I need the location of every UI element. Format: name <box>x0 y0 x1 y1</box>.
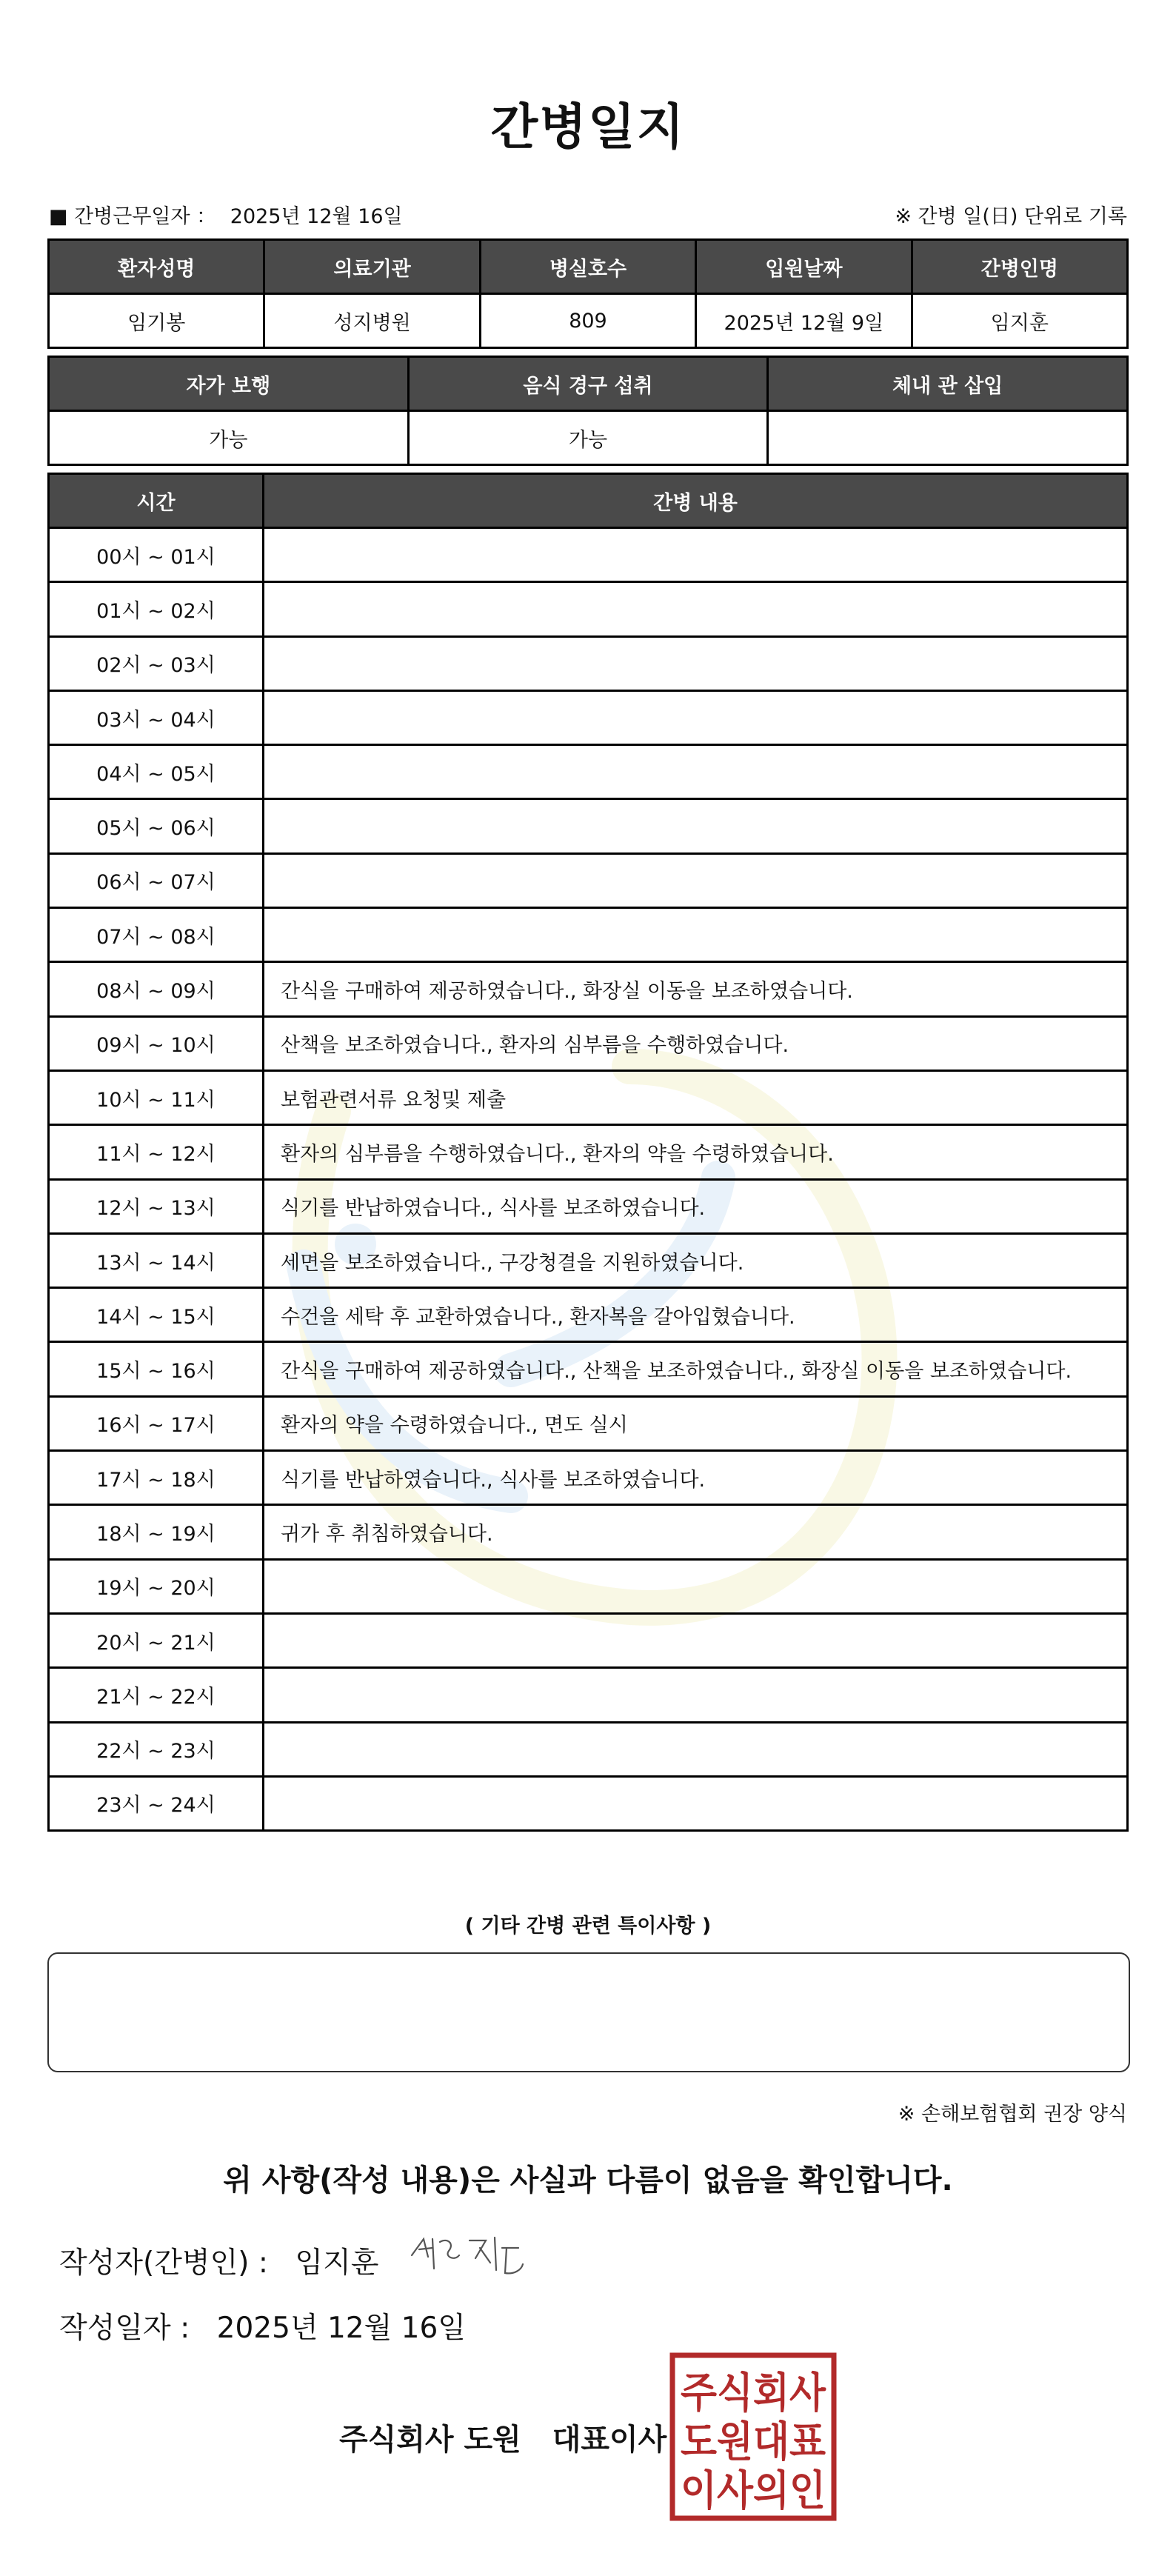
care-content: 식기를 반납하였습니다., 식사를 보조하였습니다. <box>264 1179 1128 1233</box>
care-content <box>264 799 1128 853</box>
patient-info-table <box>47 238 1129 349</box>
time-slot: 00시 ~ 01시 <box>49 528 264 582</box>
table-row <box>49 1342 1128 1396</box>
table-row <box>49 1288 1128 1342</box>
writer-line <box>59 2240 378 2281</box>
header-room-number: 병실호수 <box>480 240 695 294</box>
time-slot: 04시 ~ 05시 <box>49 745 264 799</box>
time-slot: 13시 ~ 14시 <box>49 1233 264 1287</box>
header-admission-date: 입원날짜 <box>696 240 912 294</box>
table-row <box>49 1125 1128 1179</box>
care-content <box>264 745 1128 799</box>
care-log-body <box>49 528 1128 1831</box>
header-tube-insertion: 체내 관 삽입 <box>768 357 1128 411</box>
header-institution: 의료기관 <box>264 240 480 294</box>
table-row <box>49 690 1128 744</box>
seal-text-line: 도원대표 <box>681 2418 826 2466</box>
care-content: 식기를 반납하였습니다., 식사를 보조하였습니다. <box>264 1451 1128 1505</box>
time-slot: 10시 ~ 11시 <box>49 1070 264 1124</box>
table-row <box>49 799 1128 853</box>
remarks-box <box>47 1952 1130 2072</box>
table-header-row <box>49 474 1128 528</box>
tube-insertion-value <box>768 411 1128 465</box>
work-date <box>49 200 403 229</box>
written-date-value: 2025년 12월 16일 <box>216 2312 466 2345</box>
care-content: 환자의 약을 수령하였습니다., 면도 실시 <box>264 1396 1128 1450</box>
care-content <box>264 1668 1128 1722</box>
care-log-table <box>47 473 1129 1832</box>
care-content <box>264 636 1128 690</box>
table-row <box>49 1722 1128 1776</box>
time-slot: 08시 ~ 09시 <box>49 962 264 1016</box>
table-row <box>49 411 1128 465</box>
table-row <box>49 1613 1128 1667</box>
form-note: ※ 손해보험협회 권장 양식 <box>898 2103 1127 2126</box>
company-seal <box>669 2352 837 2521</box>
time-slot: 06시 ~ 07시 <box>49 853 264 907</box>
header-patient-name: 환자성명 <box>49 240 264 294</box>
time-slot: 19시 ~ 20시 <box>49 1559 264 1613</box>
table-row <box>49 1070 1128 1124</box>
table-row <box>49 1451 1128 1505</box>
writer-signature <box>403 2226 529 2285</box>
written-date-line <box>59 2305 466 2346</box>
table-row <box>49 636 1128 690</box>
patient-name: 임기봉 <box>49 294 264 348</box>
care-content <box>264 853 1128 907</box>
page-title: 간병일지 <box>490 99 686 156</box>
table-row <box>49 1179 1128 1233</box>
oral-intake-value: 가능 <box>408 411 768 465</box>
time-slot: 20시 ~ 21시 <box>49 1613 264 1667</box>
table-row <box>49 1396 1128 1450</box>
caregiver-name: 임지훈 <box>912 294 1127 348</box>
table-row <box>49 962 1128 1016</box>
table-row <box>49 1505 1128 1559</box>
time-slot: 22시 ~ 23시 <box>49 1722 264 1776</box>
time-slot: 01시 ~ 02시 <box>49 582 264 636</box>
table-row <box>49 1559 1128 1613</box>
table-row <box>49 1668 1128 1722</box>
care-content: 수건을 세탁 후 교환하였습니다., 환자복을 갈아입혔습니다. <box>264 1288 1128 1342</box>
time-slot: 15시 ~ 16시 <box>49 1342 264 1396</box>
table-row <box>49 745 1128 799</box>
time-slot: 14시 ~ 15시 <box>49 1288 264 1342</box>
time-slot: 18시 ~ 19시 <box>49 1505 264 1559</box>
care-content: 환자의 심부름을 수행하였습니다., 환자의 약을 수령하였습니다. <box>264 1125 1128 1179</box>
table-row <box>49 528 1128 582</box>
care-content <box>264 908 1128 962</box>
seal-text-line: 주식회사 <box>681 2369 826 2417</box>
remarks-text <box>49 1954 1129 1978</box>
header-self-walking: 자가 보행 <box>49 357 409 411</box>
table-row <box>49 853 1128 907</box>
table-header-row <box>49 240 1128 294</box>
record-unit-note: ※ 간병 일(日) 단위로 기록 <box>895 205 1127 228</box>
care-content: 간식을 구매하여 제공하였습니다., 산책을 보조하였습니다., 화장실 이동을 보조하였습니다. <box>264 1342 1128 1396</box>
table-row <box>49 908 1128 962</box>
care-content <box>264 528 1128 582</box>
header-care-content: 간병 내용 <box>264 474 1128 528</box>
time-slot: 21시 ~ 22시 <box>49 1668 264 1722</box>
time-slot: 03시 ~ 04시 <box>49 690 264 744</box>
room-number: 809 <box>480 294 695 348</box>
time-slot: 02시 ~ 03시 <box>49 636 264 690</box>
time-slot: 16시 ~ 17시 <box>49 1396 264 1450</box>
care-content: 세면을 보조하였습니다., 구강청결을 지원하였습니다. <box>264 1233 1128 1287</box>
care-content <box>264 690 1128 744</box>
company-name: 주식회사 도원 <box>339 2423 521 2457</box>
care-content: 간식을 구매하여 제공하였습니다., 화장실 이동을 보조하였습니다. <box>264 962 1128 1016</box>
care-content <box>264 1776 1128 1830</box>
time-slot: 09시 ~ 10시 <box>49 1016 264 1070</box>
written-date-label: 작성일자 : <box>59 2312 190 2345</box>
care-content: 산책을 보조하였습니다., 환자의 심부름을 수행하였습니다. <box>264 1016 1128 1070</box>
care-content: 귀가 후 취침하였습니다. <box>264 1505 1128 1559</box>
header-time: 시간 <box>49 474 264 528</box>
company-representative: 대표이사 <box>552 2423 667 2457</box>
work-date-value: 2025년 12월 16일 <box>230 205 403 228</box>
care-content <box>264 582 1128 636</box>
header-caregiver-name: 간병인명 <box>912 240 1127 294</box>
table-header-row <box>49 357 1128 411</box>
care-content: 보험관련서류 요청및 제출 <box>264 1070 1128 1124</box>
writer-label: 작성자(간병인) : <box>59 2246 269 2280</box>
remarks-title: ( 기타 간병 관련 특이사항 ) <box>464 1915 712 1938</box>
writer-name: 임지훈 <box>295 2246 379 2280</box>
institution: 성지병원 <box>264 294 480 348</box>
work-date-label: ■ 간병근무일자 ： <box>49 205 217 228</box>
self-walking-value: 가능 <box>49 411 409 465</box>
company-line <box>339 2416 666 2458</box>
care-content <box>264 1559 1128 1613</box>
time-slot: 12시 ~ 13시 <box>49 1179 264 1233</box>
admission-date: 2025년 12월 9일 <box>696 294 912 348</box>
status-table <box>47 356 1129 466</box>
time-slot: 23시 ~ 24시 <box>49 1776 264 1830</box>
time-slot: 05시 ~ 06시 <box>49 799 264 853</box>
table-row <box>49 1776 1128 1830</box>
time-slot: 11시 ~ 12시 <box>49 1125 264 1179</box>
time-slot: 17시 ~ 18시 <box>49 1451 264 1505</box>
confirmation-statement: 위 사항(작성 내용)은 사실과 다름이 없음을 확인합니다. <box>223 2163 953 2198</box>
time-slot: 07시 ~ 08시 <box>49 908 264 962</box>
table-row <box>49 582 1128 636</box>
header-oral-intake: 음식 경구 섭취 <box>408 357 768 411</box>
table-row <box>49 1016 1128 1070</box>
care-content <box>264 1613 1128 1667</box>
table-row <box>49 1233 1128 1287</box>
table-row <box>49 294 1128 348</box>
care-content <box>264 1722 1128 1776</box>
seal-text-line: 이사의인 <box>681 2467 826 2515</box>
